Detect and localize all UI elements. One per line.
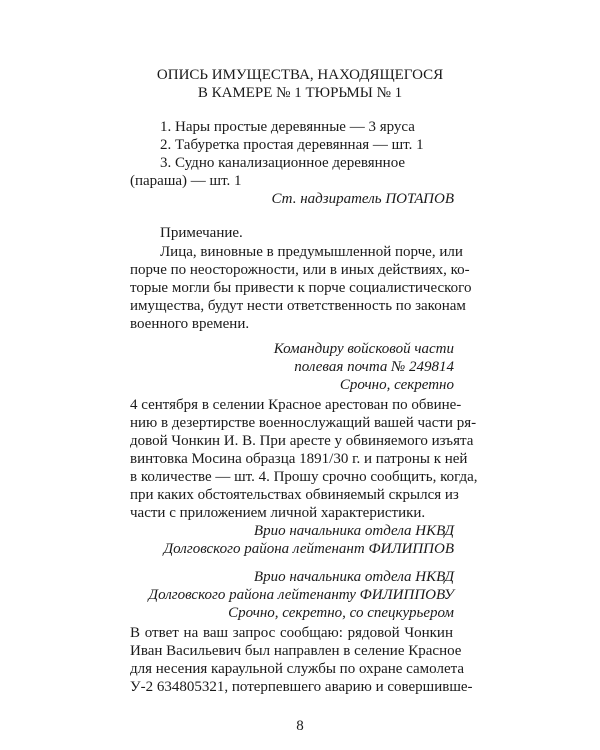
letter2-address-line: Долговского района лейтенанту ФИЛИППОВУ	[148, 587, 454, 603]
page-number: 8	[296, 718, 304, 734]
letter2-body-line: для несения караульной службы по охране самолета	[130, 661, 465, 677]
letter1-body-line: довой Чонкин И. В. При аресте у обвиняемого изъята	[130, 433, 474, 449]
inventory-item: 3. Судно канализационное деревянное	[160, 155, 406, 171]
inventory-item: 1. Нары простые деревянные — 3 яруса	[160, 119, 415, 135]
letter1-body-line: винтовка Мосина образца 1891/30 г. и патроны к ней	[130, 451, 468, 467]
note-line: имущества, будут нести ответственность по законам	[130, 298, 466, 314]
document-title-line-1: ОПИСЬ ИМУЩЕСТВА, НАХОДЯЩЕГОСЯ	[156, 67, 444, 83]
note-line: военного времени.	[130, 316, 250, 332]
letter1-body-line: нию в дезертирстве военнослужащий вашей части ря-	[130, 415, 477, 431]
letter1-signature-line: Долговского района лейтенант ФИЛИППОВ	[163, 541, 454, 557]
inventory-item: 2. Табуретка простая деревянная — шт. 1	[160, 137, 424, 153]
letter1-body-line: 4 сентября в селении Красное арестован по обвине-	[130, 397, 462, 413]
letter2-address-line: Срочно, секретно, со спецкурьером	[228, 605, 454, 621]
letter2-body-line: Иван Васильевич был направлен в селение Красное	[130, 643, 462, 659]
letter1-address-line: Командиру войсковой части	[273, 341, 454, 357]
inventory-item: (параша) — шт. 1	[130, 173, 242, 189]
letter1-body-line: при каких обстоятельствах обвиняемый скрылся из	[130, 487, 459, 503]
note-line: порче по неосторожности, или в иных действиях, ко-	[130, 262, 470, 278]
inventory-signature: Ст. надзиратель ПОТАПОВ	[271, 191, 454, 207]
note-line: Лица, виновные в предумышленной порче, или	[160, 244, 463, 260]
letter2-body-line: У-2 634805321, потерпевшего аварию и совершивше-	[130, 679, 473, 695]
letter1-address-line: Срочно, секретно	[339, 377, 454, 393]
letter1-body-line: в количестве — шт. 4. Прошу срочно сообщить, когда,	[130, 469, 478, 485]
document-title-line-2: В КАМЕРЕ № 1 ТЮРЬМЫ № 1	[197, 85, 403, 101]
letter2-body-line: В ответ на ваш запрос сообщаю: рядовой Чонкин	[130, 625, 453, 641]
letter1-signature-line: Врио начальника отдела НКВД	[253, 523, 454, 539]
letter1-address-line: полевая почта № 249814	[294, 359, 454, 375]
letter1-body-line: части с приложением личной характеристики.	[130, 505, 426, 521]
note-heading: Примечание.	[160, 225, 243, 241]
letter2-address-line: Врио начальника отдела НКВД	[253, 569, 454, 585]
note-line: торые могли бы привести к порче социалистического	[130, 280, 472, 296]
